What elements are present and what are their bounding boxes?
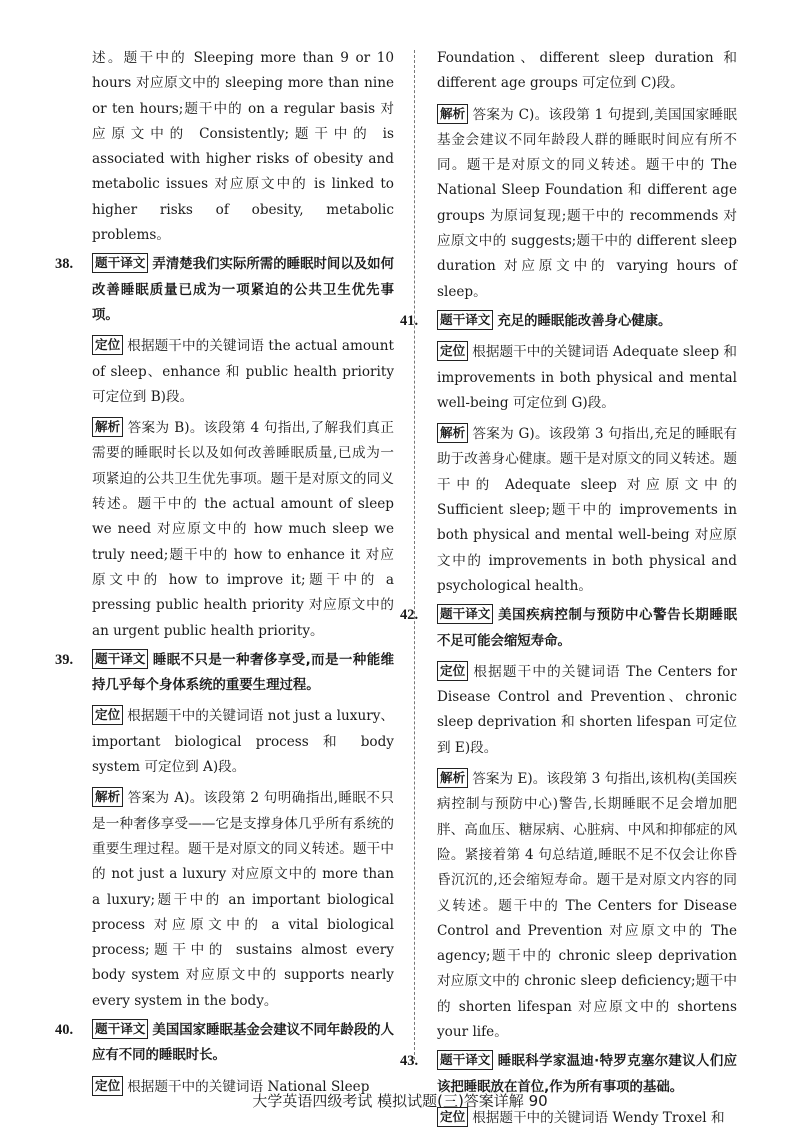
stem-translation: 美国国家睡眠基金会建议不同年龄段的人应有不同的睡眠时长。 bbox=[92, 1022, 394, 1064]
locate-tag: 定位 bbox=[92, 335, 123, 355]
q40-locate-continuation: Foundation、different sleep duration 和 different age groups 可定位到 C)段。 bbox=[437, 50, 737, 92]
analysis-tag: 解析 bbox=[437, 768, 468, 788]
locate-text: 根据题干中的关键词语 Adequate sleep 和 improvements in both physical and mental well-being 可定位到 G)段。 bbox=[437, 344, 737, 411]
locate-text: 根据题干中的关键词语 the actual amount of sleep、enhance 和 public health priority 可定位到 B)段。 bbox=[92, 338, 394, 405]
stem-translation: 美国疾病控制与预防中心警告长期睡眠不足可能会缩短寿命。 bbox=[437, 608, 737, 649]
analysis-text: 答案为 A)。该段第 2 句明确指出,睡眠不只是一种奢侈享受——它是支撑身体几乎所有系统的重要生理过程。题干是对原文的同义转述。题干中的 not just a luxury 对应原文中的 more than a luxury;题干中的 an important biological process 对应原文中的 a vital biological process;题干中的 sustains almost every body system 对应原文中的 supports nearly every system in the body。 bbox=[92, 790, 394, 1009]
analysis-text: 答案为 E)。该段第 3 句指出,该机构(美国疾病控制与预防中心)警告,长期睡眠不足会增加肥胖、高血压、糖尿病、心脏病、中风和抑郁症的风险。紧接着第 4 句总结道,睡眠不足不仅会让你昏昏沉沉的,还会缩短寿命。题干是对原文内容的同义转述。题干中的 The Centers for Disease Control and Prevention 对应原文中的 The agency;题干中的 chronic sleep deprivation 对应原文中的 chronic sleep deficiency;题干中的 shorten lifespan 对应原文中的 shortens your life。 bbox=[437, 771, 737, 1040]
stem-translation-tag: 题干译文 bbox=[437, 1050, 493, 1070]
stem-translation-tag: 题干译文 bbox=[92, 649, 148, 669]
stem-translation: 弄清楚我们实际所需的睡眠时间以及如何改善睡眠质量已成为一项紧迫的公共卫生优先事项。 bbox=[92, 257, 394, 323]
question-number: 40. bbox=[55, 1021, 74, 1038]
locate-text: 根据题干中的关键词语 The Centers for Disease Control and Prevention、chronic sleep deprivation 和 shorten lifespan 可定位到 E)段。 bbox=[437, 663, 737, 756]
question-number: 42. bbox=[400, 607, 419, 624]
locate-text: 根据题干中的关键词语 National Sleep bbox=[127, 1078, 370, 1095]
question-number: 39. bbox=[55, 651, 74, 668]
question-39 bbox=[55, 648, 394, 1014]
page-footer: 大学英语四级考试 模拟试题(三)答案详解 90 bbox=[252, 1092, 548, 1110]
stem-translation-tag: 题干译文 bbox=[92, 253, 148, 273]
stem-translation: 充足的睡眠能改善身心健康。 bbox=[497, 313, 672, 329]
q37-analysis-continuation: 述。题干中的 Sleeping more than 9 or 10 hours 对应原文中的 sleeping more than nine or ten hours;题干中的 on a regular basis 对应原文中的 Consistently;题干中的 is associated with higher risks of obesity and metabolic issues 对应原文中的 is linked to higher risks of obesity, metabolic problems。 bbox=[92, 50, 394, 244]
left-column bbox=[55, 46, 394, 1100]
question-number: 41. bbox=[400, 312, 419, 329]
stem-translation-tag: 题干译文 bbox=[437, 310, 493, 330]
column-divider bbox=[414, 50, 415, 1060]
analysis-text: 答案为 G)。该段第 3 句指出,充足的睡眠有助于改善身心健康。题干是对原文的同义转述。题干中的 Adequate sleep 对应原文中的 Sufficient sleep;题干中的 improvements in both physical and mental well-being 对应原文中的 improvements in both physical and psychological health。 bbox=[437, 426, 737, 594]
locate-tag: 定位 bbox=[92, 705, 123, 725]
analysis-tag: 解析 bbox=[437, 104, 468, 124]
locate-tag: 定位 bbox=[437, 1107, 468, 1127]
question-number: 43. bbox=[400, 1053, 419, 1070]
analysis-tag: 解析 bbox=[92, 417, 123, 437]
question-number: 38. bbox=[55, 256, 74, 273]
locate-text: 根据题干中的关键词语 Wendy Troxel 和 bbox=[472, 1109, 725, 1126]
locate-tag: 定位 bbox=[437, 661, 468, 681]
locate-tag: 定位 bbox=[92, 1076, 123, 1096]
stem-translation: 睡眠科学家温迪·特罗克塞尔建议人们应该把睡眠放在首位,作为所有事项的基础。 bbox=[437, 1054, 737, 1095]
analysis-tag: 解析 bbox=[92, 787, 123, 807]
stem-translation-tag: 题干译文 bbox=[92, 1019, 148, 1039]
locate-tag: 定位 bbox=[437, 341, 468, 361]
analysis-tag: 解析 bbox=[437, 423, 468, 443]
question-42 bbox=[400, 603, 737, 1045]
analysis-text: 答案为 C)。该段第 1 句提到,美国国家睡眠基金会建议不同年龄段人群的睡眠时间应有所不同。题干是对原文的同义转述。题干中的 The National Sleep Foundation 和 different age groups 为原词复现;题干中的 recommends 对应原文中的 suggests;题干中的 different sleep duration 对应原文中的 varying hours of sleep。 bbox=[437, 106, 737, 300]
analysis-text: 答案为 B)。该段第 4 句指出,了解我们真正需要的睡眠时长以及如何改善睡眠质量,已成为一项紧迫的公共卫生优先事项。题干是对原文的同义转述。题干中的 the actual amount of sleep we need 对应原文中的 how much sleep we truly need;题干中的 how to enhance it 对应原文中的 how to improve it;题干中的 a pressing public health priority 对应原文中的 an urgent public health priority。 bbox=[92, 420, 394, 639]
stem-translation: 睡眠不只是一种奢侈享受,而是一种能维持几乎每个身体系统的重要生理过程。 bbox=[92, 652, 394, 694]
question-41 bbox=[400, 309, 737, 599]
question-40 bbox=[55, 1018, 394, 1100]
question-38 bbox=[55, 252, 394, 643]
locate-text: 根据题干中的关键词语 not just a luxury、important biological process 和 body system 可定位到 A)段。 bbox=[92, 708, 394, 776]
stem-translation-tag: 题干译文 bbox=[437, 604, 493, 624]
